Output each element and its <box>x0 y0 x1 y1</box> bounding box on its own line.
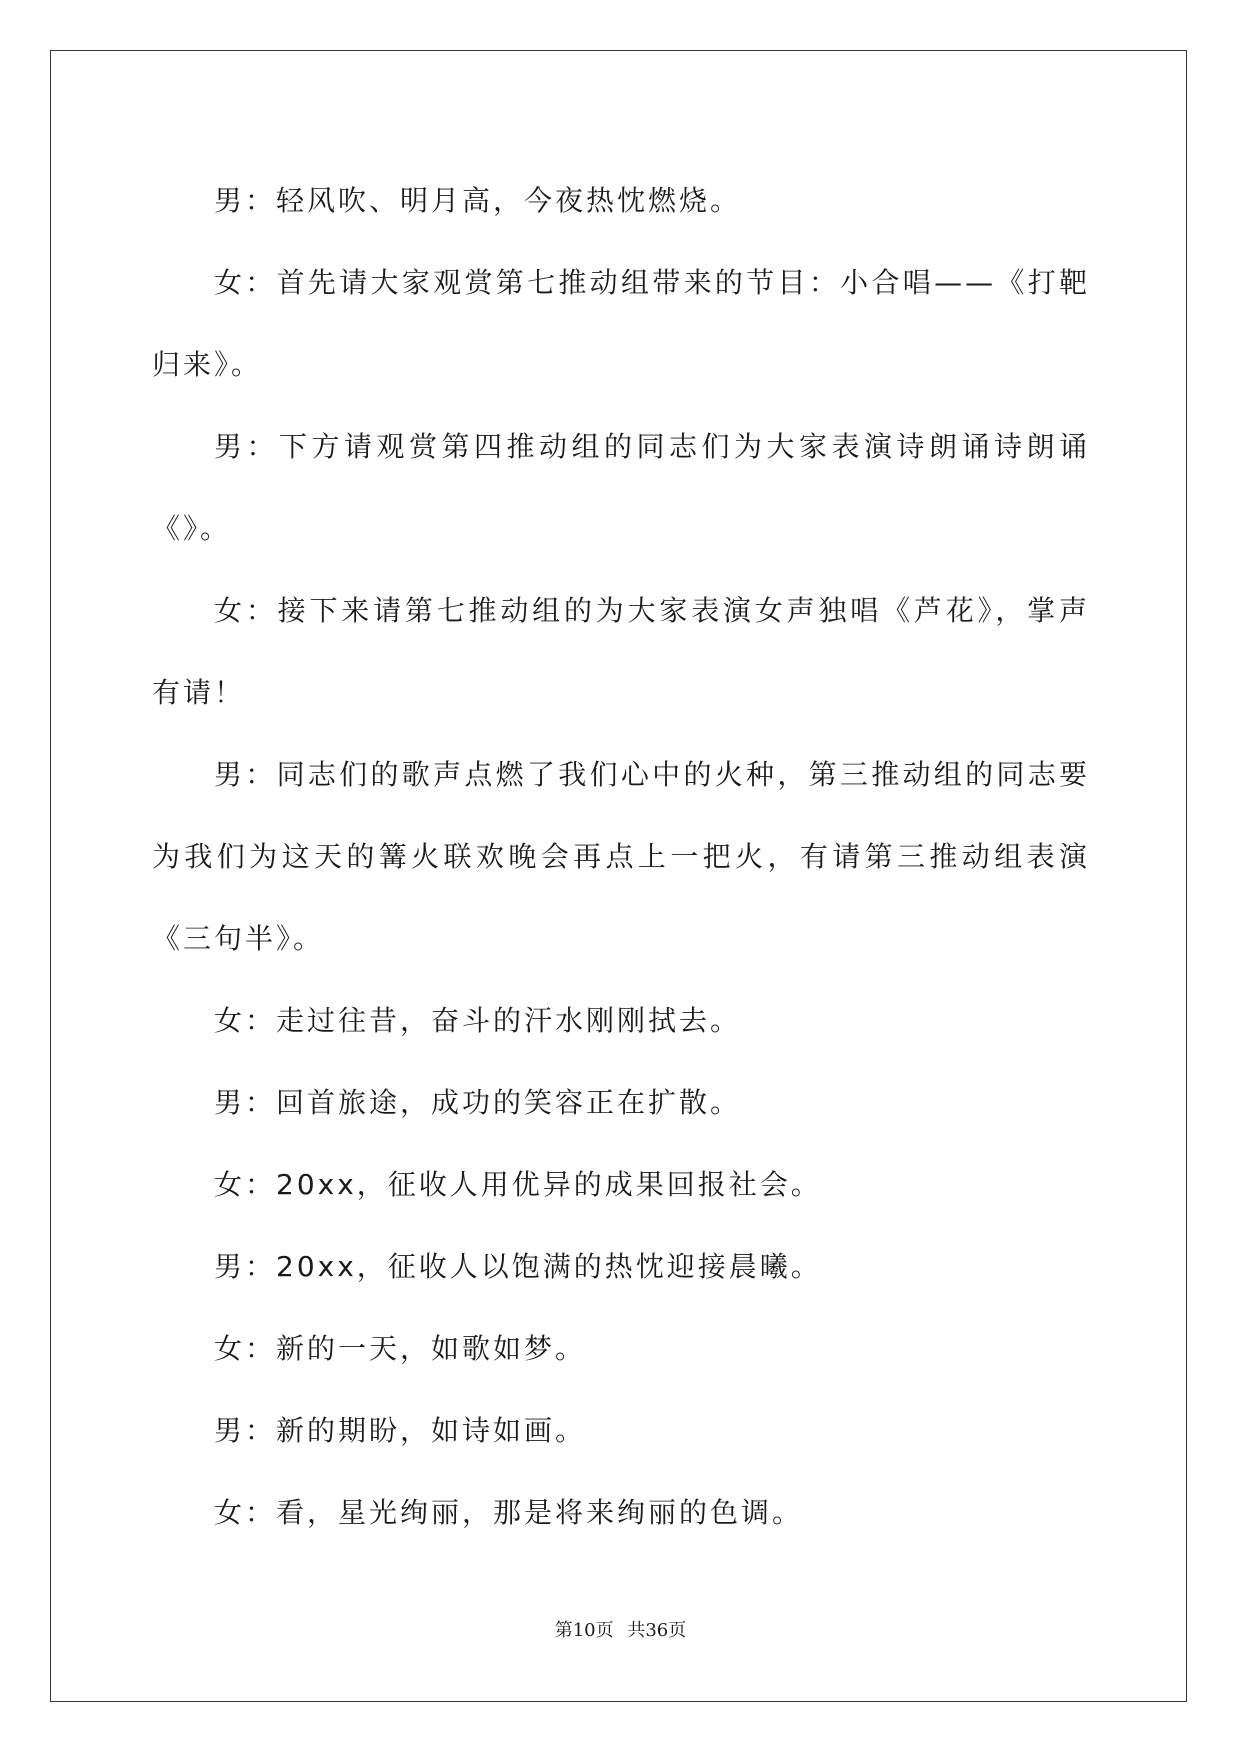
document-body <box>152 160 1090 1554</box>
paragraph: 女：20xx，征收人用优异的成果回报社会。 <box>214 1168 822 1201</box>
paragraph: 女：走过往昔，奋斗的汗水刚刚拭去。 <box>214 1004 742 1037</box>
paragraph: 女：新的一天，如歌如梦。 <box>214 1332 587 1365</box>
total-pages-label: 共36页 <box>627 1620 687 1641</box>
paragraph: 女：接下来请第七推动组的为大家表演女声独唱《芦花》，掌声有请！ <box>152 594 1090 709</box>
paragraph: 男：20xx，征收人以饱满的热忱迎接晨曦。 <box>214 1250 822 1283</box>
paragraph: 女：首先请大家观赏第七推动组带来的节目：小合唱——《打靶归来》。 <box>152 266 1090 381</box>
paragraph: 男：新的期盼，如诗如画。 <box>214 1414 587 1447</box>
paragraph: 男：轻风吹、明月高，今夜热忱燃烧。 <box>214 184 742 217</box>
paragraph: 男：同志们的歌声点燃了我们心中的火种，第三推动组的同志要为我们为这天的篝火联欢晚会再点上一把火，有请第三推动组表演《三句半》。 <box>152 758 1090 955</box>
paragraph: 男：下方请观赏第四推动组的同志们为大家表演诗朗诵诗朗诵《》。 <box>152 430 1090 545</box>
paragraph: 女：看，星光绚丽，那是将来绚丽的色调。 <box>214 1496 804 1529</box>
page-footer <box>0 1616 1241 1642</box>
paragraph: 男：回首旅途，成功的笑容正在扩散。 <box>214 1086 742 1119</box>
current-page-label: 第10页 <box>554 1620 614 1641</box>
